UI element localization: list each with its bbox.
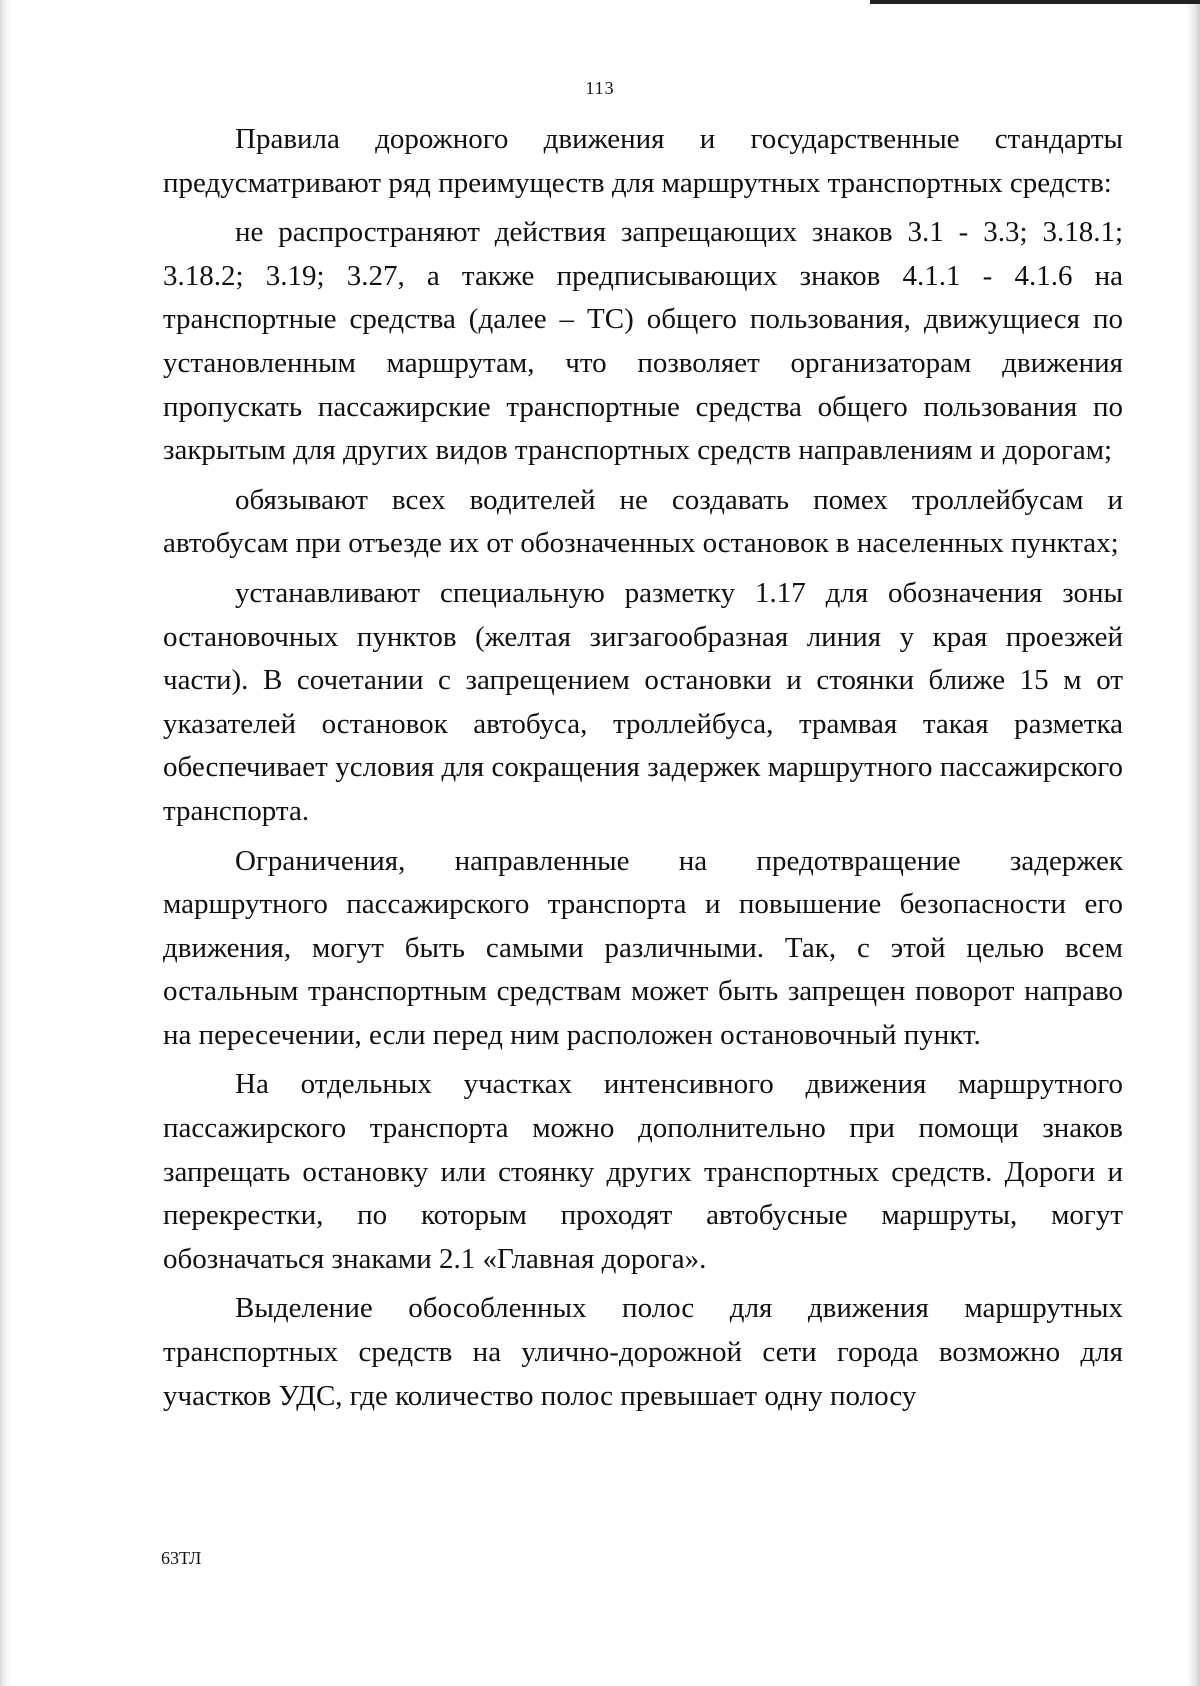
paragraph: Ограничения, направленные на предотвращение задержек маршрутного пассажирского транспорта и повышение безопасности его движения, могут быть самыми различными. Так, с этой целью всем остальным транспортным средствам может быть запрещен поворот направо на пересечении, если перед ним расположен остановочный пункт. [163, 844, 1123, 1051]
paragraph: не распространяют действия запрещающих знаков 3.1 - 3.3; 3.18.1; 3.18.2; 3.19; 3.27, а также предписывающих знаков 4.1.1 - 4.1.6 на транспортные средства (далее – ТС) общего пользования, движущиеся по установленным маршрутам, что позволяет организаторам движения пропускать пассажирские транспортные средства общего пользования по закрытым для других видов транспортных средств направлениям и дорогам; [163, 216, 1123, 467]
paragraph: Выделение обособленных полос для движения маршрутных транспортных средств на улично-дорожной сети города возможно для участков УДС, где количество полос превышает одну полосу [163, 1292, 1123, 1412]
scan-edge-top [870, 0, 1200, 4]
page-number: 113 [585, 78, 615, 98]
scan-edge-left [0, 0, 10, 1686]
paragraph: На отдельных участках интенсивного движения маршрутного пассажирского транспорта можно дополнительно при помощи знаков запрещать остановку или стоянку других транспортных средств. Дороги и перекрестки, по которым проходят автобусные маршруты, могут обозначаться знаками 2.1 «Главная дорога». [163, 1068, 1123, 1275]
paragraph: Правила дорожного движения и государственные стандарты предусматривают ряд преимуществ для маршрутных транспортных средств: [163, 123, 1123, 199]
paragraph: устанавливают специальную разметку 1.17 для обозначения зоны остановочных пунктов (желтая зигзагообразная линия у края проезжей части). В сочетании с запрещением остановки и стоянки ближе 15 м от указателей остановок автобуса, троллейбуса, трамвая такая разметка обеспечивает условия для сокращения задержек маршрутного пассажирского транспорта. [163, 576, 1123, 827]
body-text [163, 118, 1123, 1418]
footer-code: 63ТЛ [161, 1548, 202, 1568]
scan-edge-right [1186, 0, 1200, 1686]
paragraph: обязывают всех водителей не создавать помех троллейбусам и автобусам при отъезде их от обозначенных остановок в населенных пунктах; [163, 483, 1123, 560]
